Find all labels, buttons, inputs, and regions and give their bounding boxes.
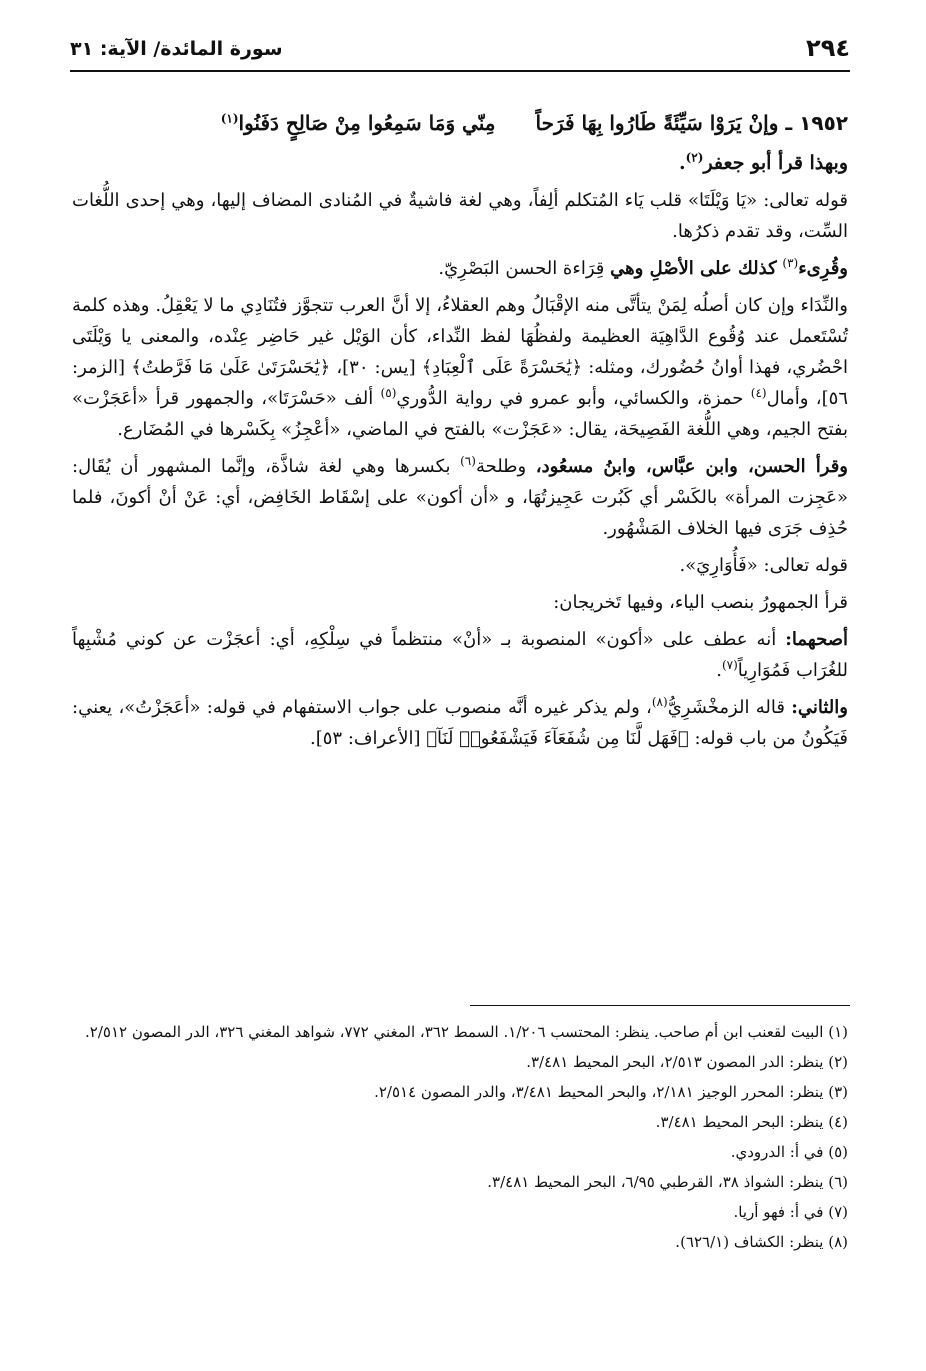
footnote-ref: (٨) bbox=[651, 695, 668, 709]
footnote-item: (٢) ينظر: الدر المصون ٢/٥١٣، البحر المحيط ٣/٤٨١. bbox=[526, 1053, 848, 1071]
footnote-ref: (٤) bbox=[750, 386, 767, 400]
running-head: سورة المائدة/ الآية: ٣١ bbox=[70, 38, 283, 60]
p8-text-b: ، ولم يذكر غيره أنَّه منصوب على جواب الاستفهام في قوله: «أعَجَزْتُ»، يعني: فَيَكُونُ من باب قوله: ﴿فَهَل لَّنَا مِن شُفَعَآءَ فَيَشْفَعُوا۟ لَنَآ﴾ [الأعراف: ٥٣]. bbox=[72, 697, 848, 749]
page-header bbox=[70, 34, 850, 74]
p4-text-b: بكسرها وهي لغة شاذَّة، وإنَّما المشهور أن يُقَال: «عَجِزت المرأة» بالكَسْر أي كَبُرت عَجِيزتُهَا، و «أن أكون» على إسْقَاط الخَافِض، أي: عَنْ أنْ أكونَ، فلما حُذِف جَرَى فيها الخلاف المَشْهُور. bbox=[72, 456, 848, 539]
verse-hemistich-2: مِنّي وَمَا سَمِعُوا مِنْ صَالِحٍ دَفَنُوا bbox=[238, 111, 496, 135]
p7-bold: أصحهما: bbox=[785, 629, 848, 650]
paragraph-6: قرأ الجمهورُ بنصب الياء، وفيها تَخريجان: bbox=[553, 592, 848, 613]
reading-note: وبهذا قرأ أبو جعفر$^{(٢)}$. bbox=[678, 150, 848, 174]
p7-text: أنه عطف على «أكون» المنصوبة بـ «أنْ» منتظماً في سِلْكِهِ، أي: أعجَزْت عن كوني مُشْبِهاً للغُرَاب فَمُوَارِياً bbox=[72, 629, 848, 681]
paragraph-4 bbox=[72, 451, 848, 544]
footnote-item: (٤) ينظر: البحر المحيط ٣/٤٨١. bbox=[655, 1113, 848, 1131]
footnote-ref: (٦) bbox=[460, 454, 476, 468]
footnote-ref: (٣) bbox=[782, 256, 799, 270]
footnote-item: (٦) ينظر: الشواذ ٣٨، القرطبي ٦/٩٥، البحر المحيط ٣/٤٨١. bbox=[487, 1173, 848, 1191]
verse-number: ١٩٥٢ ـ bbox=[785, 111, 848, 135]
footnote-item: (٥) في أ: الدرودي. bbox=[730, 1143, 848, 1161]
main-text bbox=[72, 104, 848, 760]
page-number: ٢٩٤ bbox=[806, 34, 850, 62]
p4-text-a: وطلحة bbox=[475, 456, 527, 477]
footnote-ref: (٥) bbox=[380, 386, 397, 400]
paragraph-8 bbox=[72, 692, 848, 754]
p8-text-a: قاله الزمخْشَرِيُّ bbox=[667, 697, 785, 718]
footnote-ref: (٧) bbox=[721, 658, 738, 672]
footnote-item: (٣) ينظر: المحرر الوجيز ٢/١٨١، والبحر المحيط ٣/٤٨١، والدر المصون ٢/٥١٤. bbox=[374, 1083, 848, 1101]
header-rule bbox=[70, 70, 850, 72]
footnotes bbox=[72, 1018, 848, 1258]
footnote-ref: (٢) bbox=[685, 150, 704, 165]
footnote-item: (٧) في أ: فهو أريا. bbox=[733, 1203, 848, 1221]
footnote-item: (١) البيت لقعنب ابن أم صاحب. ينظر: المحتسب ١/٢٠٦. السمط ٣٦٢، المغني ٧٧٢، شواهد المغني ٣٢٦، الدر المصون ٢/٥١٢. bbox=[85, 1023, 848, 1041]
paragraph-5: قوله تعالى: «فَأُوَارِيَ». bbox=[679, 555, 848, 576]
p2-bold: كذلك على الأصْلِ وهي bbox=[610, 258, 777, 279]
reading-text: وبهذا قرأ أبو جعفر bbox=[703, 152, 848, 174]
p3-text-c: ألف «حَسْرَتَا»، والجمهور قرأ «أعَجَزْت» بفتح الجيم، وهي اللُّغة الفَصِيحَة، يقال: «عَجَزْت» بالفتح في الماضي، «أعْجِزُ» بِكَسْرها في المُضَارع. bbox=[72, 388, 848, 440]
p2-lead: وقُرِىء bbox=[798, 258, 848, 279]
p2-rest: قِرَاءة الحسن البَصْرِيّ. bbox=[438, 258, 605, 279]
footnote-separator bbox=[470, 1005, 850, 1006]
verse-hemistich-1: وإنْ يَرَوْا سَيِّئَةً طَارُوا بِهَا فَرَحاً bbox=[535, 111, 779, 135]
p8-bold: والثاني: bbox=[791, 697, 848, 718]
footnote-item: (٨) ينظر: الكشاف (٦٢٦/١). bbox=[675, 1233, 848, 1251]
paragraph-2 bbox=[72, 253, 848, 284]
paragraph-3 bbox=[72, 290, 848, 445]
p3-text-a: والنِّدَاء وإن كان أصلُه لِمَنْ يتأتَّى منه الإقْبَالُ وهم العقلاءُ، إلا أنَّ العرب تتجوَّز فتُنَادِي ما لا يَعْقِلُ. وهذه كلمة تُسْتَعمل عند وُقُوع الدَّاهِيَة العظيمة ولفظُهَا لفظ النِّداء، كأن الوَيْل غير حَاضِر عِنْده، والمعنى يا وَيْلَتَى احْضُري، فهذا أوانُ حُضُورك، ومثله: ﴿يَٰحَسْرَةً عَلَى ٱلْعِبَادِ﴾ [يس: ٣٠]، ﴿يَٰحَسْرَتَىٰ عَلَىٰ مَا فَرَّطتُ﴾ [الزمر: ٥٦]، وأمال bbox=[72, 295, 848, 409]
paragraph-1: قوله تعالى: «يَا وَيْلَتَا» قلب يَاء المُتكلم ألِفاً، وهي لغة فاشيةٌ في المُنادى المضاف إليها، وهي إحدى اللُّغات السِّت، وقد تقدم ذكرُها. bbox=[72, 190, 848, 242]
poem-verse bbox=[72, 104, 848, 142]
paragraph-7: أصحهما: أنه عطف على «أكون» المنصوبة بـ «أنْ» منتظماً في سِلْكِهِ، أي: أعجَزْت عن كوني مُشْبِهاً للغُرَاب فَمُوَارِياً$^{(٧)}$. bbox=[72, 629, 848, 681]
p4-bold: وقرأ الحسن، وابن عبَّاس، وابنُ مسعُود، bbox=[535, 456, 848, 477]
footnote-ref: (١) bbox=[220, 111, 239, 126]
p3-text-b: حمزة، والكسائي، وأبو عمرو في رواية الدُّوري bbox=[396, 388, 744, 409]
